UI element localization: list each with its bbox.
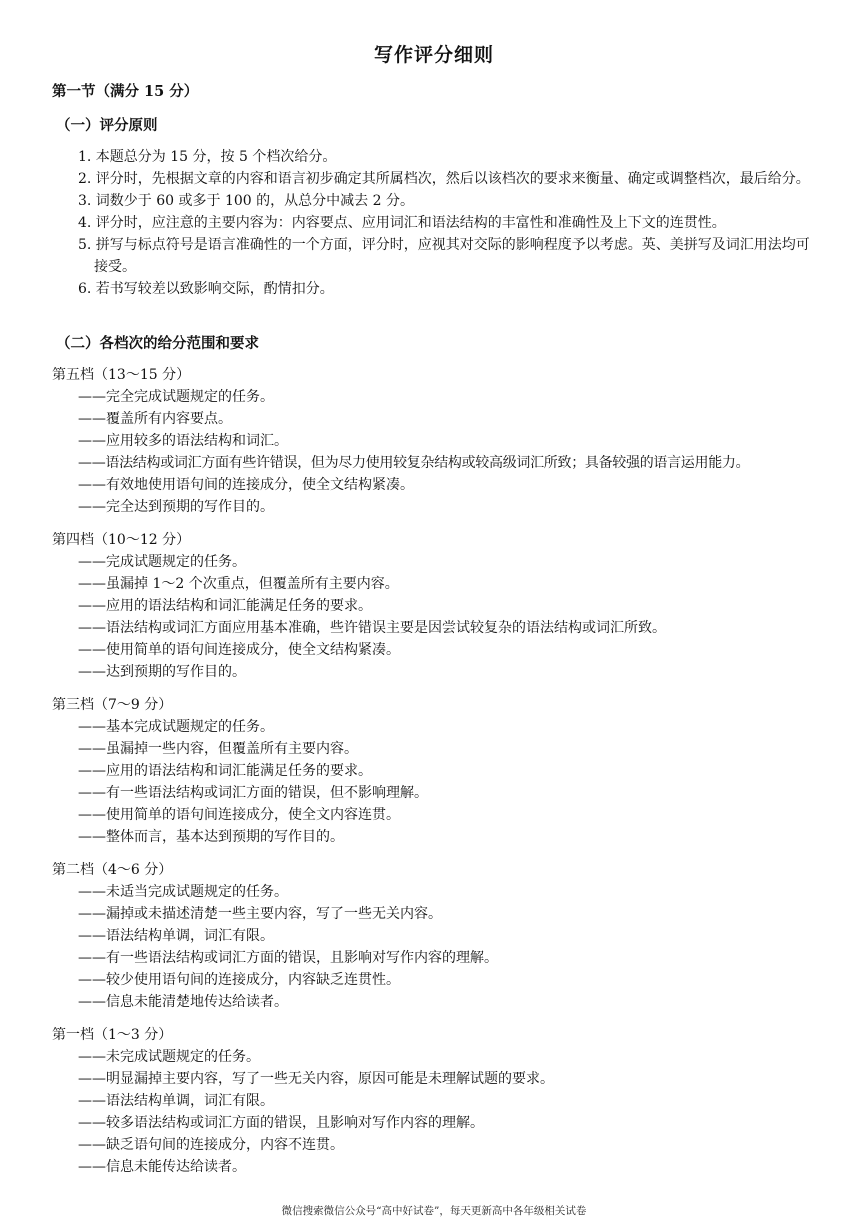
level-item: ——达到预期的写作目的。 [78,664,246,680]
level-item: ——应用的语法结构和词汇能满足任务的要求。 [78,763,372,779]
level-item: ——明显漏掉主要内容，写了一些无关内容，原因可能是未理解试题的要求。 [78,1071,554,1087]
level-item: ——未完成试题规定的任务。 [78,1049,260,1065]
level-item: ——有效地使用语句间的连接成分，使全文结构紧凑。 [78,477,414,493]
principle-item: 6. 若书写较差以致影响交际，酌情扣分。 [78,281,334,297]
principles-list [78,146,820,300]
level-items [52,386,822,518]
level-title: 第一档（1～3 分） [52,1027,173,1043]
level-title: 第四档（10～12 分） [52,532,191,548]
level-item: ——虽漏掉一些内容，但覆盖所有主要内容。 [78,741,358,757]
level-item: ——完全完成试题规定的任务。 [78,389,274,405]
levels-container [52,364,822,1189]
level-item: ——未适当完成试题规定的任务。 [78,884,288,900]
level-title: 第三档（7～9 分） [52,697,173,713]
level-block [52,694,822,848]
level-item: ——完成试题规定的任务。 [78,554,246,570]
principles-heading: （一）评分原则 [56,117,158,134]
level-item: ——整体而言，基本达到预期的写作目的。 [78,829,344,845]
level-block [52,1024,822,1178]
level-item: ——使用简单的语句间连接成分，使全文结构紧凑。 [78,642,400,658]
principle-item: 5. 拼写与标点符号是语言准确性的一个方面，评分时，应视其对交际的影响程度予以考虑。英、美拼写及词汇用法均可接受。 [78,237,810,275]
principle-item: 1. 本题总分为 15 分，按 5 个档次给分。 [78,149,337,165]
level-items [52,551,822,683]
level-item: ——缺乏语句间的连接成分，内容不连贯。 [78,1137,344,1153]
level-item: ——完全达到预期的写作目的。 [78,499,274,515]
level-item: ——信息未能清楚地传达给读者。 [78,994,288,1010]
levels-heading: （二）各档次的给分范围和要求 [56,335,259,352]
level-item: ——应用的语法结构和词汇能满足任务的要求。 [78,598,372,614]
level-block [52,529,822,683]
level-item: ——语法结构或词汇方面应用基本准确，些许错误主要是因尝试较复杂的语法结构或词汇所致。 [78,620,666,636]
principle-item: 4. 评分时，应注意的主要内容为：内容要点、应用词汇和语法结构的丰富性和准确性及上下文的连贯性。 [78,215,726,231]
level-items [52,716,822,848]
level-items [52,881,822,1013]
principle-item: 2. 评分时，先根据文章的内容和语言初步确定其所属档次，然后以该档次的要求来衡量、确定或调整档次，最后给分。 [78,171,810,187]
level-item: ——有一些语法结构或词汇方面的错误，且影响对写作内容的理解。 [78,950,498,966]
level-item: ——信息未能传达给读者。 [78,1159,246,1175]
level-item: ——覆盖所有内容要点。 [78,411,232,427]
level-item: ——较少使用语句间的连接成分，内容缺乏连贯性。 [78,972,400,988]
level-block [52,859,822,1013]
level-item: ——漏掉或未描述清楚一些主要内容，写了一些无关内容。 [78,906,442,922]
level-item: ——虽漏掉 1～2 个次重点，但覆盖所有主要内容。 [78,576,399,592]
level-title: 第五档（13～15 分） [52,367,191,383]
level-item: ——语法结构单调，词汇有限。 [78,1093,274,1109]
level-item: ——较多语法结构或词汇方面的错误，且影响对写作内容的理解。 [78,1115,484,1131]
page-footer: 微信搜索微信公众号“高中好试卷”，每天更新高中各年级相关试卷 [281,1205,587,1217]
level-item: ——语法结构单调，词汇有限。 [78,928,274,944]
level-block [52,364,822,518]
level-title: 第二档（4～6 分） [52,862,173,878]
section-heading: 第一节（满分 15 分） [52,83,199,100]
level-item: ——语法结构或词汇方面有些许错误，但为尽力使用较复杂结构或较高级词汇所致；具备较强的语言运用能力。 [78,455,750,471]
principle-item: 3. 词数少于 60 或多于 100 的，从总分中减去 2 分。 [78,193,414,209]
page-title: 写作评分细则 [373,44,494,66]
level-items [52,1046,822,1178]
level-item: ——基本完成试题规定的任务。 [78,719,274,735]
level-item: ——使用简单的语句间连接成分，使全文内容连贯。 [78,807,400,823]
level-item: ——应用较多的语法结构和词汇。 [78,433,288,449]
level-item: ——有一些语法结构或词汇方面的错误，但不影响理解。 [78,785,428,801]
